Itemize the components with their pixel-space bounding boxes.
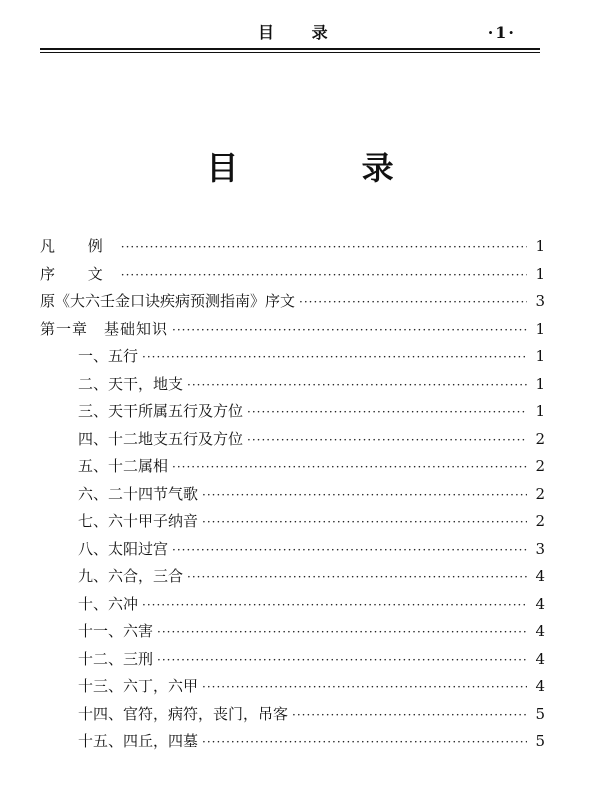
- toc-entry-page: 4: [535, 567, 545, 585]
- toc-entry-text: 第一章 基础知识: [40, 319, 169, 338]
- toc-dot-leader: [187, 564, 527, 592]
- toc-dot-leader: [247, 399, 527, 427]
- toc-entry: [40, 261, 545, 289]
- running-header-page-number: ·1·: [487, 23, 516, 42]
- toc-dot-leader: [157, 619, 527, 647]
- toc-entry-text: 三、天干所属五行及方位: [78, 402, 244, 420]
- toc-entry-page: 1: [535, 402, 545, 420]
- toc-entry-text: 十三、六丁，六甲: [78, 677, 199, 695]
- header-rule-thin: [40, 52, 540, 53]
- header-rule-thick: [40, 48, 540, 50]
- running-header-title: 目 录: [258, 23, 344, 42]
- toc-entry: [40, 673, 545, 701]
- toc-entry-page: 3: [535, 539, 545, 558]
- toc-entry-text: 十二、三刑: [78, 649, 154, 668]
- table-of-contents: [40, 233, 545, 756]
- toc-entry: [40, 426, 545, 454]
- toc-dot-leader: [202, 509, 527, 537]
- toc-entry-text: 凡 例: [40, 237, 117, 255]
- toc-entry-text: 十四、官符，病符，丧门，吊客: [78, 704, 289, 723]
- toc-entry-text: 九、六合，三合: [78, 567, 184, 585]
- toc-entry: [40, 508, 545, 536]
- toc-entry: [40, 233, 545, 261]
- toc-dot-leader: [172, 454, 527, 482]
- toc-entry-page: 2: [535, 429, 545, 448]
- toc-entry-chapter: [40, 316, 545, 344]
- toc-entry: [40, 343, 545, 371]
- toc-dot-leader: [121, 262, 527, 290]
- toc-entry-page: 1: [535, 264, 545, 283]
- toc-title: 目 录: [206, 149, 450, 187]
- toc-dot-leader: [247, 427, 527, 455]
- toc-dot-leader: [299, 289, 527, 317]
- toc-entry-text: 六、二十四节气歌: [78, 484, 199, 503]
- toc-entry-page: 5: [535, 732, 545, 750]
- toc-entry-page: 1: [535, 319, 545, 338]
- toc-entry-page: 2: [535, 484, 545, 503]
- toc-entry: [40, 481, 545, 509]
- toc-dot-leader: [142, 592, 527, 620]
- toc-entry-page: 1: [535, 347, 545, 365]
- toc-entry: [40, 453, 545, 481]
- toc-entry-text: 八、太阳过宫: [78, 539, 169, 558]
- toc-entry-page: 1: [535, 237, 545, 255]
- toc-entry-text: 十五、四丘，四墓: [78, 732, 199, 750]
- toc-entry-page: 3: [535, 292, 545, 310]
- toc-entry-page: 5: [535, 704, 545, 723]
- running-header: [40, 22, 540, 46]
- toc-entry-page: 4: [535, 649, 545, 668]
- toc-entry: [40, 398, 545, 426]
- toc-dot-leader: [202, 482, 527, 510]
- toc-entry-text: 序 文: [40, 264, 117, 283]
- toc-entry-text: 七、六十甲子纳音: [78, 512, 199, 530]
- toc-entry: [40, 728, 545, 756]
- toc-entry-text: 一、五行: [78, 347, 139, 365]
- toc-entry-text: 原《大六壬金口诀疾病预测指南》序文: [40, 292, 296, 310]
- toc-entry-page: 4: [535, 622, 545, 640]
- toc-dot-leader: [121, 234, 527, 262]
- toc-entry-page: 4: [535, 594, 545, 613]
- toc-entry: [40, 646, 545, 674]
- toc-entry: [40, 701, 545, 729]
- toc-dot-leader: [202, 729, 527, 757]
- toc-entry-page: 2: [535, 457, 545, 475]
- toc-entry: [40, 563, 545, 591]
- toc-entry-page: 1: [535, 374, 545, 393]
- toc-dot-leader: [142, 344, 527, 372]
- toc-dot-leader: [202, 674, 527, 702]
- toc-entry: [40, 591, 545, 619]
- toc-entry: [40, 618, 545, 646]
- toc-entry-text: 十一、六害: [78, 622, 154, 640]
- toc-dot-leader: [292, 702, 527, 730]
- toc-entry-page: 2: [535, 512, 545, 530]
- toc-dot-leader: [157, 647, 527, 675]
- toc-entry-page: 4: [535, 677, 545, 695]
- toc-entry-text: 二、天干，地支: [78, 374, 184, 393]
- toc-entry: [40, 371, 545, 399]
- toc-dot-leader: [187, 372, 527, 400]
- toc-entry: [40, 536, 545, 564]
- toc-entry-text: 十、六冲: [78, 594, 139, 613]
- toc-dot-leader: [172, 317, 527, 345]
- toc-entry: [40, 288, 545, 316]
- toc-entry-text: 四、十二地支五行及方位: [78, 429, 244, 448]
- toc-dot-leader: [172, 537, 527, 565]
- toc-entry-text: 五、十二属相: [78, 457, 169, 475]
